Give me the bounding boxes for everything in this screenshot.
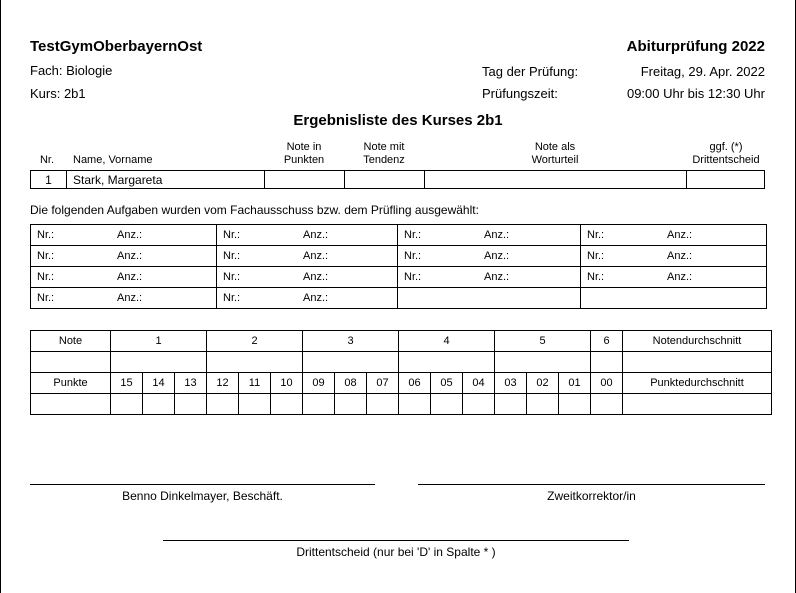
- grade-cell: 1: [111, 331, 207, 352]
- task-cell: Nr.: Anz.:: [217, 246, 398, 267]
- task-cell: Nr.: Anz.:: [217, 267, 398, 288]
- points-cell: 11: [239, 373, 271, 394]
- col-points-header: Note in Punkten: [283, 141, 325, 166]
- table-row: [31, 373, 772, 394]
- table-row: [31, 394, 772, 415]
- task-cell: Nr.: Anz.:: [398, 246, 581, 267]
- points-cell: 06: [399, 373, 431, 394]
- task-cell: Nr.: Anz.:: [398, 225, 581, 246]
- task-cell: [398, 288, 581, 309]
- exam-title: Abiturprüfung 2022: [626, 38, 765, 55]
- signature-line-second: [418, 484, 765, 485]
- exam-day-label: Tag der Prüfung:: [482, 64, 579, 79]
- school-name: TestGymOberbayernOst: [30, 38, 203, 55]
- table-row: [31, 246, 767, 267]
- signature-first-label: Benno Dinkelmayer, Beschäft.: [122, 489, 283, 503]
- points-cell: 13: [175, 373, 207, 394]
- points-cell: 00: [591, 373, 623, 394]
- note-label: Note: [31, 331, 111, 352]
- points-cell: 03: [495, 373, 527, 394]
- col-nr-header: Nr.: [39, 154, 55, 166]
- exam-day-value: Freitag, 29. Apr. 2022: [640, 64, 765, 79]
- task-cell: Nr.: Anz.:: [31, 288, 217, 309]
- col-words-header: Note als Worturteil: [531, 141, 579, 166]
- grade-cell: 5: [495, 331, 591, 352]
- table-row: [31, 267, 767, 288]
- student-nr: 1: [45, 173, 52, 187]
- points-cell: 15: [111, 373, 143, 394]
- task-cell: Nr.: Anz.:: [217, 225, 398, 246]
- task-cell: Nr.: Anz.:: [398, 267, 581, 288]
- grade-cell: 4: [399, 331, 495, 352]
- points-cell: 01: [559, 373, 591, 394]
- table-row: [31, 225, 767, 246]
- signature-line-first: [30, 484, 375, 485]
- avg-points-label: Punktedurchschnitt: [623, 373, 772, 394]
- student-name: Stark, Margareta: [73, 173, 163, 187]
- grade-cell: 6: [591, 331, 623, 352]
- page-left-border: [0, 0, 1, 593]
- grade-cell: 2: [207, 331, 303, 352]
- signature-second-label: Zweitkorrektor/in: [547, 489, 636, 503]
- points-cell: 08: [335, 373, 367, 394]
- points-cell: 09: [303, 373, 335, 394]
- subject-label: Fach: Biologie: [30, 63, 113, 78]
- task-cell: [581, 288, 767, 309]
- col-name-header: Name, Vorname: [73, 154, 153, 166]
- exam-time-value: 09:00 Uhr bis 12:30 Uhr: [626, 86, 765, 101]
- tasks-table: [30, 224, 767, 309]
- signature-line-third: [163, 540, 629, 541]
- exam-time-label: Prüfungszeit:: [482, 86, 558, 101]
- task-cell: Nr.: Anz.:: [581, 225, 767, 246]
- points-cell: 14: [143, 373, 175, 394]
- task-cell: Nr.: Anz.:: [31, 267, 217, 288]
- table-row: [31, 352, 772, 373]
- grade-table: [30, 330, 772, 415]
- task-cell: Nr.: Anz.:: [581, 267, 767, 288]
- points-cell: 10: [271, 373, 303, 394]
- avg-grade-label: Notendurchschnitt: [623, 331, 772, 352]
- points-label: Punkte: [31, 373, 111, 394]
- signature-third-label: Drittentscheid (nur bei 'D' in Spalte * ): [296, 545, 496, 559]
- col-tendency-header: Note mit Tendenz: [363, 141, 405, 166]
- col-third-header: ggf. (*) Drittentscheid: [692, 141, 760, 166]
- grade-cell: 3: [303, 331, 399, 352]
- tasks-intro: Die folgenden Aufgaben wurden vom Fachausschuss bzw. dem Prüfling ausgewählt:: [30, 203, 479, 217]
- points-cell: 02: [527, 373, 559, 394]
- results-title: Ergebnisliste des Kurses 2b1: [293, 112, 503, 129]
- table-row: [31, 288, 767, 309]
- course-label: Kurs: 2b1: [30, 86, 86, 101]
- points-cell: 07: [367, 373, 399, 394]
- task-cell: Nr.: Anz.:: [31, 246, 217, 267]
- points-cell: 12: [207, 373, 239, 394]
- points-cell: 04: [463, 373, 495, 394]
- task-cell: Nr.: Anz.:: [217, 288, 398, 309]
- table-row: [30, 170, 765, 189]
- task-cell: Nr.: Anz.:: [581, 246, 767, 267]
- points-cell: 05: [431, 373, 463, 394]
- task-cell: Nr.: Anz.:: [31, 225, 217, 246]
- table-row: [31, 331, 772, 352]
